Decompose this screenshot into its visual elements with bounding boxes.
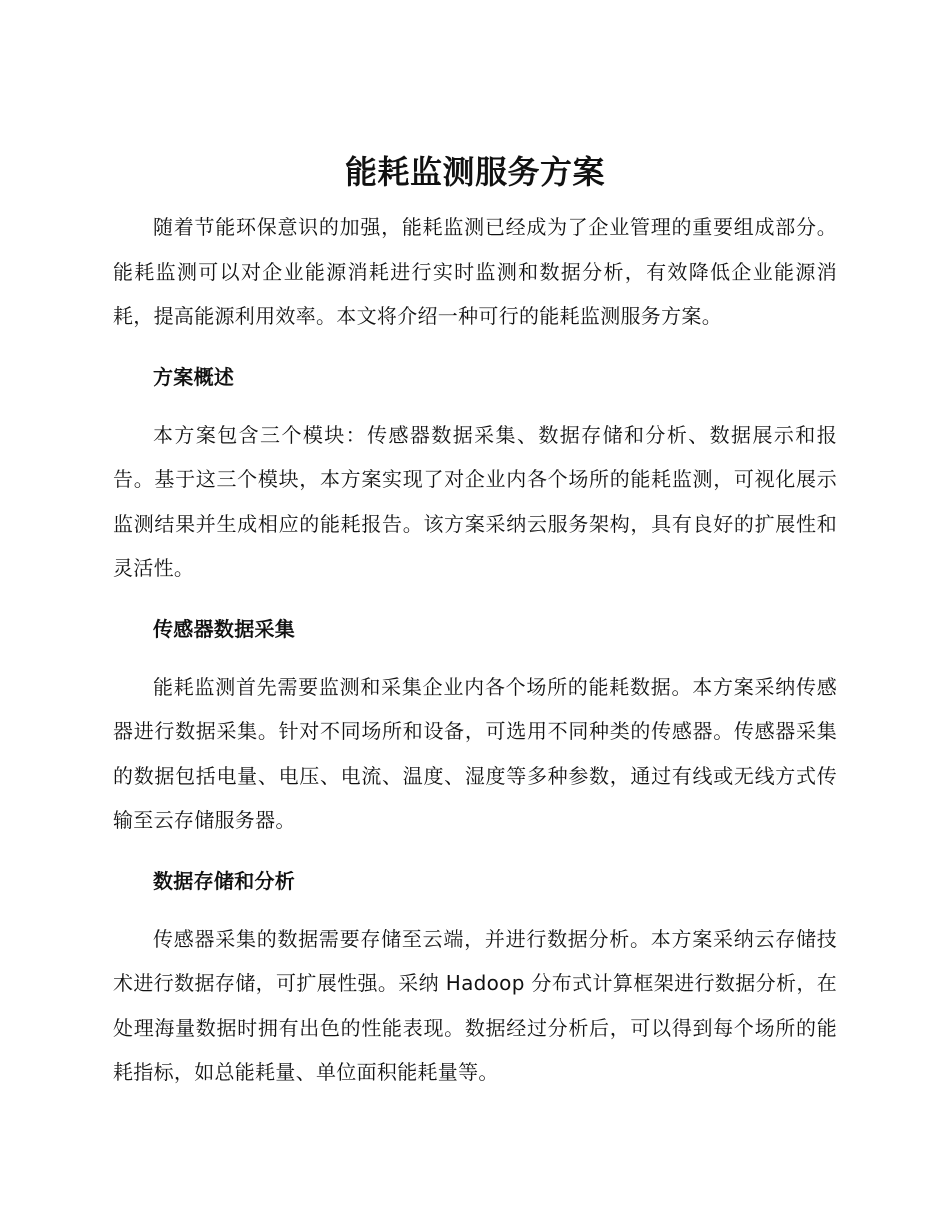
section-heading-overview: 方案概述 <box>153 364 235 389</box>
section-body-sensor-collection: 能耗监测首先需要监测和采集企业内各个场所的能耗数据。本方案采纳传感器进行数据采集。针对不同场所和设备，可选用不同种类的传感器。传感器采集的数据包括电量、电压、电流、温度、湿度等多种参数，通过有线或无线方式传输至云存储服务器。 <box>113 674 837 832</box>
section-heading-storage-analysis: 数据存储和分析 <box>153 868 296 893</box>
section-heading-sensor-collection: 传感器数据采集 <box>153 616 296 641</box>
section-body-storage-analysis: 传感器采集的数据需要存储至云端，并进行数据分析。本方案采纳云存储技术进行数据存储，可扩展性强。采纳 Hadoop 分布式计算框架进行数据分析，在处理海量数据时拥有出色的性能表现。数据经过分析后，可以得到每个场所的能耗指标，如总能耗量、单位面积能耗量等。 <box>113 926 837 1084</box>
document-title: 能耗监测服务方案 <box>344 153 605 191</box>
intro-paragraph: 随着节能环保意识的加强，能耗监测已经成为了企业管理的重要组成部分。能耗监测可以对企业能源消耗进行实时监测和数据分析，有效降低企业能源消耗，提高能源利用效率。本文将介绍一种可行的能耗监测服务方案。 <box>113 215 837 328</box>
section-body-overview: 本方案包含三个模块：传感器数据采集、数据存储和分析、数据展示和报告。基于这三个模块，本方案实现了对企业内各个场所的能耗监测，可视化展示监测结果并生成相应的能耗报告。该方案采纳云服务架构，具有良好的扩展性和灵活性。 <box>113 422 837 580</box>
